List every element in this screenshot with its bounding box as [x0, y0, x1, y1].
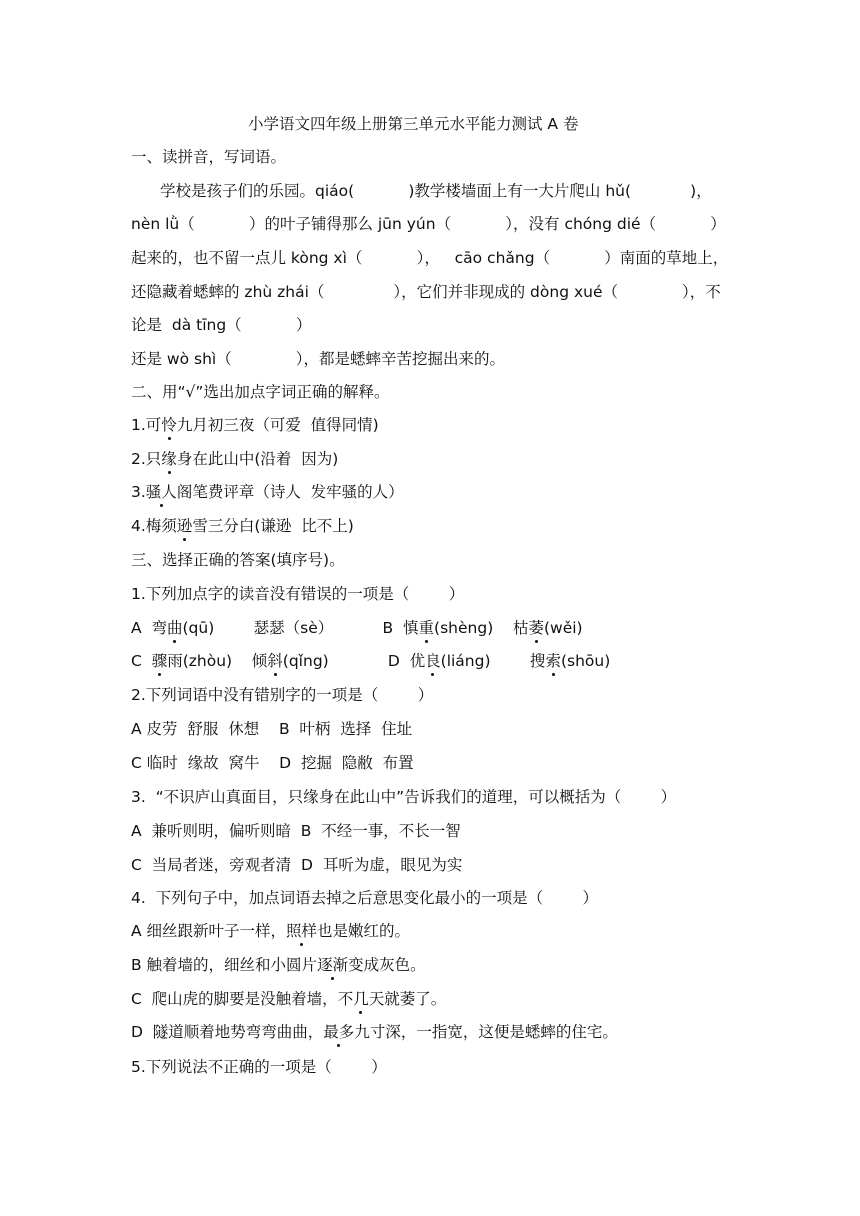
dotted-word: 逐渐 — [317, 956, 349, 974]
option-text: 九寸深，一指宽，这便是蟋蟀的住宅。 — [354, 1023, 618, 1041]
section1-line-2: nèn lǜ（ ）的叶子铺得那么 jūn yún（ ），没有 chóng dié（ ） — [131, 215, 726, 233]
dotted-char: 索 — [545, 652, 561, 670]
option-text: (wěi) — [543, 619, 583, 637]
dotted-word: 骚人 — [145, 483, 177, 501]
item-text: 阁笔费评章（诗人 发牢骚的人） — [176, 483, 404, 501]
dotted-word: 不几天 — [337, 990, 385, 1008]
q4-stem: 4. 下列句子中，加点词语去掉之后意思变化最小的一项是（ ） — [131, 889, 599, 907]
option-text: (qǐng) D 优 — [282, 652, 426, 670]
dotted-char: 曲 — [166, 619, 183, 637]
option-text: D 隧道顺着地势弯弯曲曲， — [131, 1023, 324, 1041]
dotted-word: 怜 — [161, 416, 177, 434]
q1-options-row-2 — [131, 650, 610, 672]
dotted-word: 照样 — [286, 922, 318, 940]
section2-item-2 — [131, 448, 338, 470]
q5-stem: 5.下列说法不正确的一项是（ ） — [131, 1058, 387, 1076]
q1-stem: 1.下列加点字的读音没有错误的一项是（ ） — [131, 585, 465, 603]
section1-line-4: 还隐藏着蟋蟀的 zhù zhái（ ），它们并非现成的 dòng xué（ ），不 — [131, 283, 721, 301]
q2-options-row-2: C 临时 缘故 窝牛 D 挖掘 隐敝 布置 — [131, 754, 414, 772]
dotted-char: 萎 — [528, 619, 544, 637]
option-text: (shōu) — [560, 652, 611, 670]
section1-line-6: 还是 wò shì（ ），都是蟋蟀辛苦挖掘出来的。 — [131, 350, 506, 368]
dotted-char: 良 — [425, 652, 441, 670]
dotted-char: 重 — [418, 619, 435, 637]
section3-heading: 三、选择正确的答案(填序号)。 — [131, 551, 345, 569]
item-text: 3. — [131, 483, 146, 501]
q2-stem: 2.下列词语中没有错别字的一项是（ ） — [131, 686, 434, 704]
option-text: (qū) 瑟瑟（sè） B 慎 — [182, 619, 419, 637]
option-text: B 触着墙的，细丝和小圆片 — [131, 956, 318, 974]
section2-item-1 — [131, 414, 379, 436]
item-text: 2.只 — [131, 450, 162, 468]
q2-options-row-1: A 皮劳 舒服 休想 B 叶柄 选择 住址 — [131, 720, 413, 738]
section2-item-3 — [131, 481, 404, 503]
dotted-word: 缘 — [161, 450, 177, 468]
option-text: A 细丝跟新叶子一样， — [131, 922, 287, 940]
option-text: 雨(zhòu) 倾 — [167, 652, 268, 670]
section1-line-1: 学校是孩子们的乐园。qiáo( )教学楼墙面上有一大片爬山 hǔ( )， — [160, 182, 712, 200]
section1-heading: 一、读拼音，写词语。 — [131, 148, 287, 166]
option-text: 变成灰色。 — [348, 956, 426, 974]
item-text: 九月初三夜（可爱 值得同情) — [176, 416, 379, 434]
option-text: 就萎了。 — [384, 990, 447, 1008]
q4-option-d — [131, 1021, 618, 1043]
option-text: C — [131, 652, 152, 670]
item-text: 身在此山中(沿着 因为) — [176, 450, 339, 468]
section1-line-5: 论是 dà tīng（ ） — [131, 316, 312, 334]
dotted-char: 骤 — [151, 652, 168, 670]
option-text: (shèng) 枯 — [434, 619, 529, 637]
section1-line-3: 起来的，也不留一点儿 kòng xì（ ）， cāo chǎng（ ）南面的草地上， — [131, 249, 729, 267]
section2-heading: 二、用“√”选出加点字词正确的解释。 — [131, 383, 390, 401]
item-text: 1.可 — [131, 416, 162, 434]
dotted-word: 最多 — [323, 1023, 355, 1041]
q4-option-a — [131, 920, 410, 942]
dotted-word: 逊 — [176, 517, 193, 535]
q4-option-b — [131, 954, 426, 976]
option-text: C 爬山虎的脚要是没触着墙， — [131, 990, 338, 1008]
q3-options-row-1: A 兼听则明，偏听则暗 B 不经一事，不长一智 — [131, 822, 461, 840]
option-text: A 弯 — [131, 619, 167, 637]
item-text: 4.梅须 — [131, 517, 177, 535]
q1-options-row-1 — [131, 617, 583, 639]
q3-stem: 3. “不识庐山真面目，只缘身在此山中”告诉我们的道理，可以概括为（ ） — [131, 788, 677, 806]
q3-options-row-2: C 当局者迷，旁观者清 D 耳听为虚，眼见为实 — [131, 856, 463, 874]
option-text: 也是嫩红的。 — [317, 922, 411, 940]
dotted-char: 斜 — [267, 652, 283, 670]
section2-item-4 — [131, 515, 354, 537]
item-text: 雪三分白(谦逊 比不上) — [192, 517, 354, 535]
page-title: 小学语文四年级上册第三单元水平能力测试 A 卷 — [248, 115, 579, 133]
q4-option-c — [131, 988, 446, 1010]
option-text: (liáng) 搜 — [440, 652, 546, 670]
